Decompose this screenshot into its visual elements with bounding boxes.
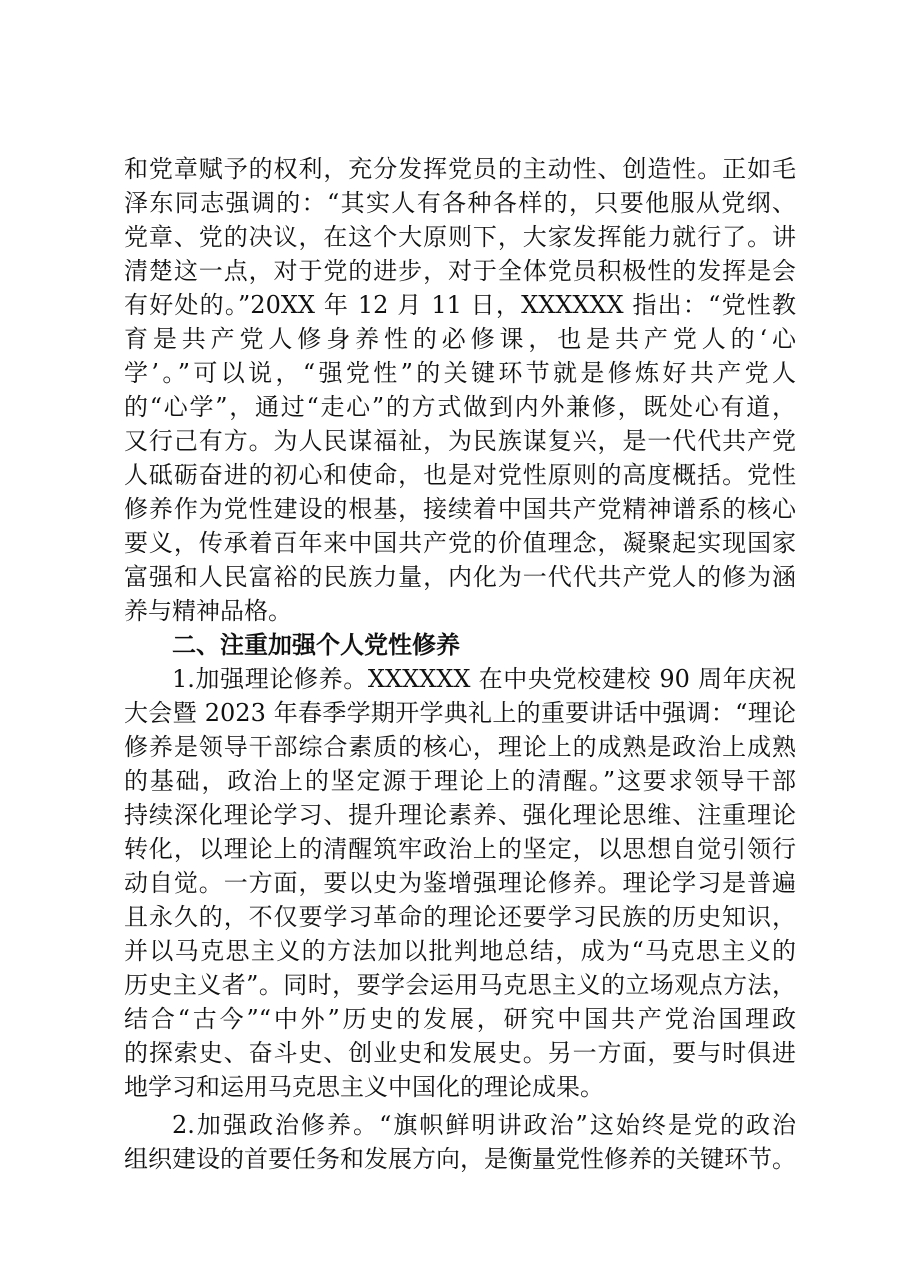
paragraph-line: 大会暨 2023 年春季学期开学典礼上的重要讲话中强调：“理论 <box>124 699 796 727</box>
paragraph-line: 1.加强理论修养。XXXXXX 在中央党校建校 90 周年庆祝 <box>172 665 796 693</box>
paragraph-line: 和党章赋予的权利，充分发挥党员的主动性、创造性。正如毛 <box>124 155 796 183</box>
paragraph-line: 又行己有方。为人民谋福祉，为民族谋复兴，是一代代共产党 <box>124 427 796 455</box>
paragraph-line: 2.加强政治修养。“旗帜鲜明讲政治”这始终是党的政治 <box>172 1111 796 1139</box>
paragraph-line: 富强和人民富裕的民族力量，内化为一代代共产党人的修为涵 <box>124 563 796 591</box>
paragraph-line: 清楚这一点，对于党的进步，对于全体党员积极性的发挥是会 <box>124 257 796 285</box>
paragraph-line: 的探索史、奋斗史、创业史和发展史。另一方面，要与时俱进 <box>124 1039 796 1067</box>
paragraph-line: 修养是领导干部综合素质的核心，理论上的成熟是政治上成熟 <box>124 733 796 761</box>
paragraph-line: 结合“古今”“中外”历史的发展，研究中国共产党治国理政 <box>124 1005 796 1033</box>
paragraph-line: 养与精神品格。 <box>124 597 292 625</box>
paragraph-line: 泽东同志强调的：“其实人有各种各样的，只要他服从党纲、 <box>124 189 796 217</box>
paragraph-line: 地学习和运用马克思主义中国化的理论成果。 <box>124 1073 604 1101</box>
paragraph-line: 学’。”可以说，“强党性”的关键环节就是修炼好共产党人 <box>124 359 796 387</box>
section-heading: 二、注重加强个人党性修养 <box>172 631 460 659</box>
paragraph-line: 党章、党的决议，在这个大原则下，大家发挥能力就行了。讲 <box>124 223 796 251</box>
paragraph-line: 且永久的，不仅要学习革命的理论还要学习民族的历史知识， <box>124 903 796 931</box>
paragraph-line: 人砥砺奋进的初心和使命，也是对党性原则的高度概括。党性 <box>124 461 796 489</box>
paragraph-line: 要义，传承着百年来中国共产党的价值理念，凝聚起实现国家 <box>124 529 796 557</box>
paragraph-line: 的“心学”，通过“走心”的方式做到内外兼修，既处心有道， <box>124 393 796 421</box>
paragraph-line: 历史主义者”。同时，要学会运用马克思主义的立场观点方法， <box>124 971 796 999</box>
paragraph-line: 动自觉。一方面，要以史为鉴增强理论修养。理论学习是普遍 <box>124 869 796 897</box>
paragraph-line: 并以马克思主义的方法加以批判地总结，成为“马克思主义的 <box>124 937 796 965</box>
paragraph-line: 有好处的。”20XX 年 12 月 11 日，XXXXXX 指出：“党性教 <box>124 291 796 319</box>
paragraph-line: 组织建设的首要任务和发展方向，是衡量党性修养的关键环节。 <box>124 1145 796 1173</box>
paragraph-line: 修养作为党性建设的根基，接续着中国共产党精神谱系的核心 <box>124 495 796 523</box>
paragraph-line: 的基础，政治上的坚定源于理论上的清醒。”这要求领导干部 <box>124 767 796 795</box>
paragraph-line: 转化，以理论上的清醒筑牢政治上的坚定，以思想自觉引领行 <box>124 835 796 863</box>
paragraph-line: 持续深化理论学习、提升理论素养、强化理论思维、注重理论 <box>124 801 796 829</box>
paragraph-line: 育是共产党人修身养性的必修课，也是共产党人的‘心 <box>124 325 796 353</box>
